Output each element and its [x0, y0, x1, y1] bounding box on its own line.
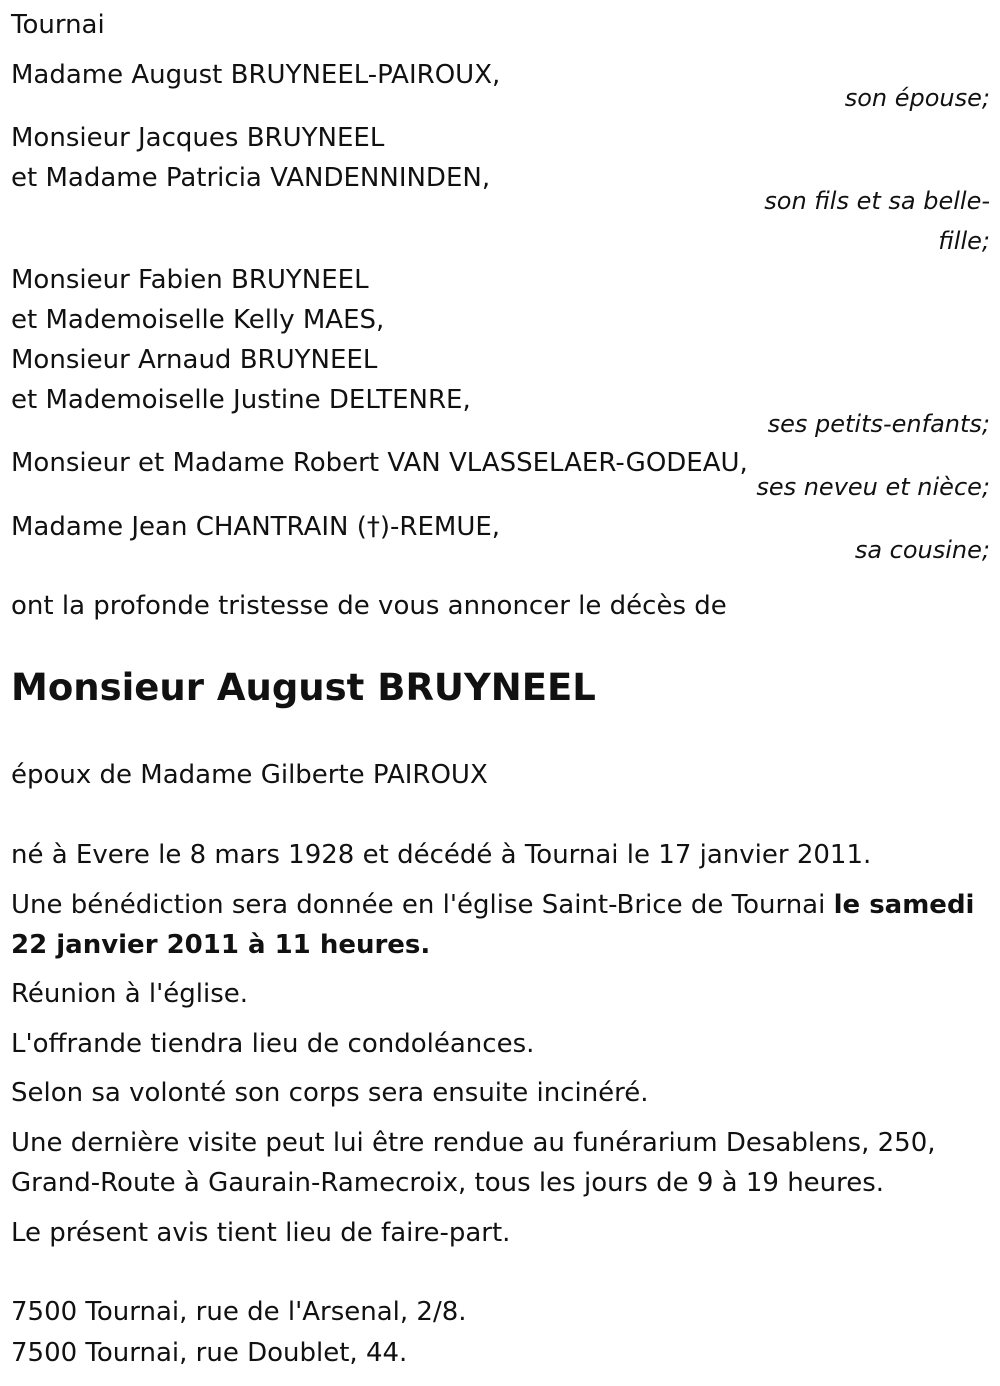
relation-label: sa cousine; [854, 536, 990, 564]
address-line: 7500 Tournai, rue Doublet, 44. [11, 1338, 408, 1368]
ceremony-text: Une bénédiction sera donnée en l'église Saint-Brice de Tournai [11, 890, 834, 920]
family-name-line: Monsieur Jacques BRUYNEEL [11, 123, 385, 153]
family-name-line: Monsieur Fabien BRUYNEEL [11, 265, 369, 295]
relation-label: son épouse; [844, 84, 990, 112]
ceremony-line [11, 885, 974, 925]
ceremony-day: le samedi [833, 890, 975, 920]
address-line: 7500 Tournai, rue de l'Arsenal, 2/8. [11, 1297, 467, 1327]
family-name-line: et Madame Patricia VANDENNINDEN, [11, 163, 491, 193]
relation-label: ses petits-enfants; [767, 410, 990, 438]
family-name-line: et Mademoiselle Justine DELTENRE, [11, 385, 471, 415]
offering-line: L'offrande tiendra lieu de condoléances. [11, 1029, 535, 1059]
notice-line: Le présent avis tient lieu de faire-part. [11, 1218, 511, 1248]
relation-label: ses neveu et nièce; [756, 473, 990, 501]
cremation-line: Selon sa volonté son corps sera ensuite incinéré. [11, 1078, 649, 1108]
deceased-name: Monsieur August BRUYNEEL [11, 666, 596, 709]
spouse-line: époux de Madame Gilberte PAIROUX [11, 760, 488, 790]
visit-line: Une dernière visite peut lui être rendue au funérarium Desablens, 250, [11, 1128, 936, 1158]
relation-label: son fils et sa belle- [764, 187, 990, 215]
family-name-line: Madame Jean CHANTRAIN (†)-REMUE, [11, 512, 501, 542]
ceremony-date: 22 janvier 2011 à 11 heures. [11, 930, 431, 960]
announcement-text: ont la profonde tristesse de vous annoncer le décès de [11, 591, 727, 621]
family-name-line: et Mademoiselle Kelly MAES, [11, 305, 385, 335]
visit-line: Grand-Route à Gaurain-Ramecroix, tous les jours de 9 à 19 heures. [11, 1168, 885, 1198]
ceremony-datetime [11, 925, 430, 965]
reunion-line: Réunion à l'église. [11, 979, 249, 1009]
family-name-line: Monsieur Arnaud BRUYNEEL [11, 345, 378, 375]
location-heading: Tournai [11, 10, 105, 40]
relation-label: fille; [938, 227, 990, 255]
family-name-line: Monsieur et Madame Robert VAN VLASSELAER-GODEAU, [11, 448, 748, 478]
family-name-line: Madame August BRUYNEEL-PAIROUX, [11, 60, 501, 90]
birth-death-line: né à Evere le 8 mars 1928 et décédé à Tournai le 17 janvier 2011. [11, 840, 872, 870]
